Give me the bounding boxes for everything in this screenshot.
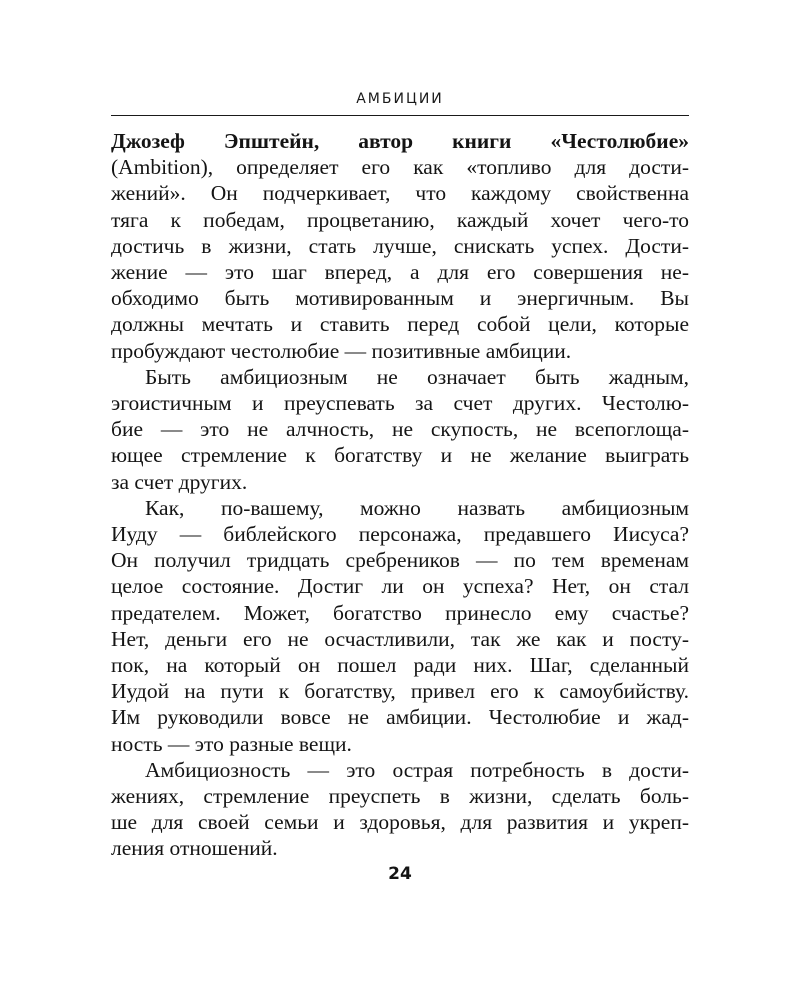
- text-line: Как, по-вашему, можно назвать амбициозным: [145, 495, 689, 520]
- text-line: должны мечтать и ставить перед собой цели, которые: [111, 312, 689, 337]
- text-line: Быть амбициозным не означает быть жадным,: [145, 364, 689, 389]
- text-line: (Ambition), определяет его как «топливо для дости-: [111, 155, 689, 180]
- text-line: ющее стремление к богатству и не желание выиграть: [111, 443, 689, 468]
- running-head: АМБИЦИИ: [356, 91, 444, 107]
- text-line: Иуду — библейского персонажа, предавшего Иисуса?: [111, 522, 689, 547]
- text-line: [111, 128, 689, 154]
- paragraph: [111, 364, 689, 495]
- text-line: Нет, деньги его не осчастливили, так же как и посту-: [111, 626, 689, 651]
- text-line: ше для своей семьи и здоровья, для развития и укреп-: [111, 810, 689, 835]
- text-line: жение — это шаг вперед, а для его совершения не-: [111, 260, 689, 285]
- text-line: достичь в жизни, стать лучше, снискать успех. Дости-: [111, 233, 689, 258]
- text-line: тяга к победам, процветанию, каждый хочет чего-то: [111, 207, 689, 232]
- page-number: 24: [388, 864, 412, 884]
- text-line: пок, на который он пошел ради них. Шаг, сделанный: [111, 653, 689, 678]
- text-line: бие — это не алчность, не скупость, не всепоглоща-: [111, 417, 689, 442]
- text-line: целое состояние. Достиг ли он успеха? Нет, он стал: [111, 574, 689, 599]
- paragraph: [111, 128, 689, 364]
- paragraph: [111, 757, 689, 862]
- text-line: ность — это разные вещи.: [111, 731, 352, 756]
- paragraph: [111, 495, 689, 757]
- text-line: эгоистичным и преуспевать за счет других. Честолю-: [111, 391, 689, 416]
- text-line: Он получил тридцать сребреников — по тем временам: [111, 548, 689, 573]
- text-line: жений». Он подчеркивает, что каждому свойственна: [111, 181, 689, 206]
- text-line: Им руководили вовсе не амбиции. Честолюбие и жад-: [111, 705, 689, 730]
- text-line: предателем. Может, богатство принесло ему счастье?: [111, 600, 689, 625]
- text-line: жениях, стремление преуспеть в жизни, сделать боль-: [111, 784, 689, 809]
- text-line: пробуждают честолюбие — позитивные амбиции.: [111, 338, 572, 363]
- header-rule: [111, 115, 689, 116]
- text-line: за счет других.: [111, 469, 248, 494]
- body-text: [111, 128, 689, 862]
- text-line: Иудой на пути к богатству, привел его к самоубийству.: [111, 679, 689, 704]
- text-line: обходимо быть мотивированным и энергичным. Вы: [111, 286, 689, 311]
- bold-lead-text: Джозеф Эпштейн, автор книги «Честолюбие»: [111, 129, 689, 153]
- text-line: Амбициозность — это острая потребность в дости-: [145, 757, 689, 782]
- text-line: ления отношений.: [111, 836, 278, 861]
